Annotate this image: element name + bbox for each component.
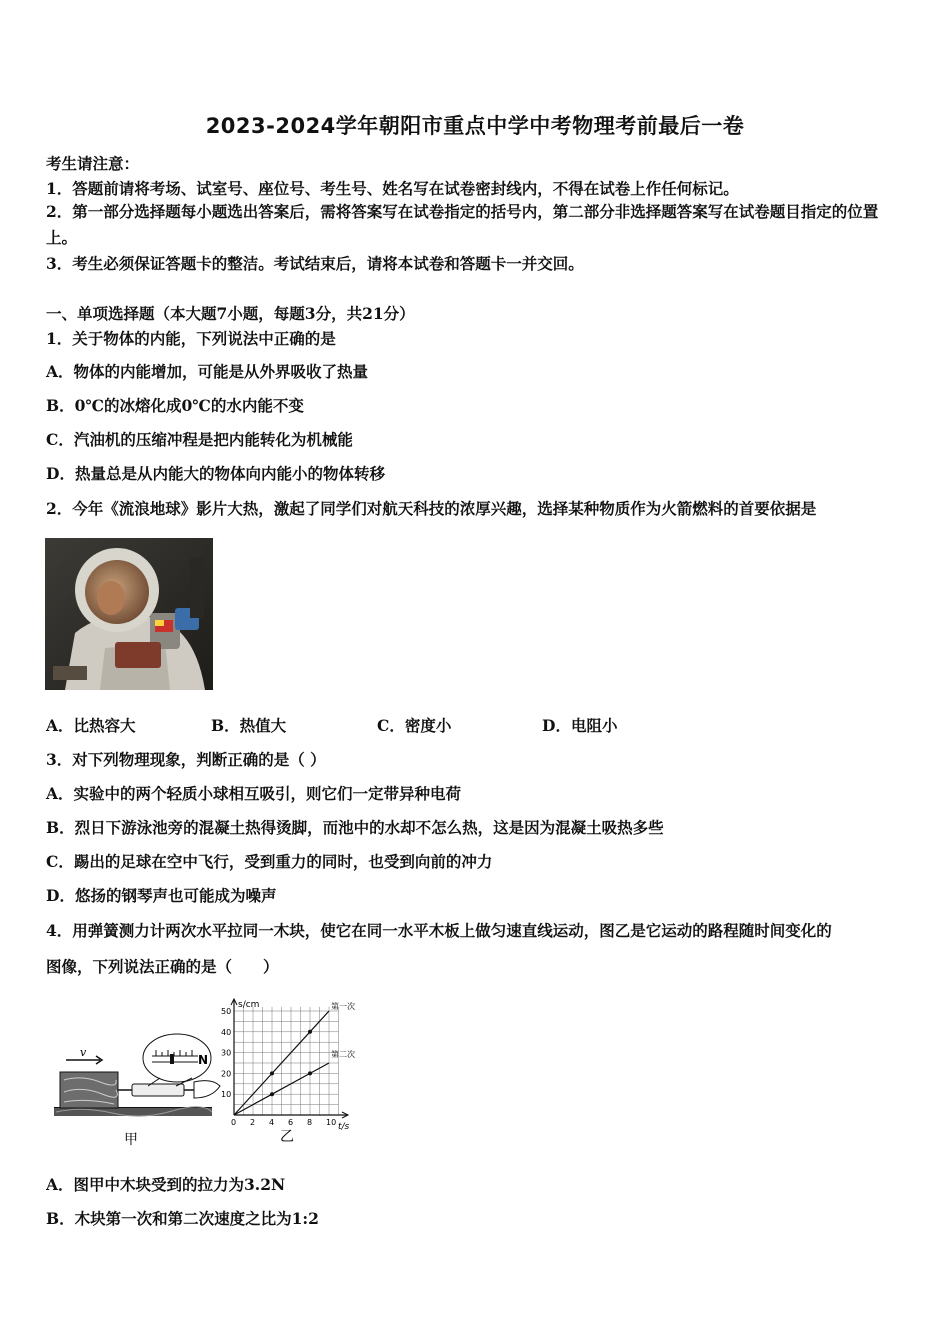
notice-item-1: 1．答题前请将考场、试室号、座位号、考生号、姓名写在试卷密封线内，不得在试卷上作任何标记。 — [46, 179, 739, 198]
q3-option-b: B．烈日下游泳池旁的混凝土热得烫脚，而池中的水却不怎么热，这是因为混凝土吸热多些 — [46, 818, 664, 837]
q4-stem-line1: 4．用弹簧测力计两次水平拉同一木块，使它在同一水平木板上做匀速直线运动，图乙是它运动的路程随时间变化的 — [46, 921, 832, 940]
data-point — [308, 1071, 312, 1075]
notice-item-3: 3．考生必须保证答题卡的整洁。考试结束后，请将本试卷和答题卡一并交回。 — [46, 254, 584, 273]
q3-option-d: D．悠扬的钢琴声也可能成为噪声 — [46, 886, 277, 905]
q4-option-a: A．图甲中木块受到的拉力为3.2N — [46, 1175, 286, 1194]
q1-stem: 1．关于物体的内能，下列说法中正确的是 — [46, 329, 336, 348]
figure-yi-chart — [220, 995, 360, 1145]
x-axis-label: t/s — [338, 1122, 350, 1132]
data-point — [308, 1030, 312, 1034]
q2-option-d: D．电阻小 — [542, 716, 618, 735]
q1-option-a: A．物体的内能增加，可能是从外界吸收了热量 — [46, 362, 369, 381]
q1-option-d: D．热量总是从内能大的物体向内能小的物体转移 — [46, 464, 385, 483]
q2-option-c: C．密度小 — [377, 716, 452, 735]
q1-option-b: B．0℃的冰熔化成0℃的水内能不变 — [46, 396, 304, 415]
data-point — [270, 1092, 274, 1096]
y-tick-label: 10 — [221, 1090, 232, 1100]
fig-b-label: 乙 — [280, 1129, 294, 1145]
y-tick-label: 40 — [221, 1027, 232, 1037]
y-axis-label: s/cm — [238, 1000, 260, 1010]
data-point — [270, 1071, 274, 1075]
q4-option-b: B．木块第一次和第二次速度之比为1:2 — [46, 1209, 319, 1228]
q3-stem: 3．对下列物理现象，判断正确的是（ ） — [46, 750, 326, 769]
fig-a-newton-label: N — [198, 1053, 209, 1067]
notice-item-2: 2．第一部分选择题每小题选出答案后，需将答案写在试卷指定的括号内，第二部分非选择题答案写在试卷题目指定的位置上。 — [46, 202, 879, 247]
series-label-2: 第二次 — [331, 1050, 355, 1059]
x-tick-label: 8 — [307, 1118, 313, 1127]
q2-stem: 2．今年《流浪地球》影片大热，激起了同学们对航天科技的浓厚兴趣，选择某种物质作为火箭燃料的首要依据是 — [46, 499, 817, 518]
figure-jia — [52, 1020, 222, 1150]
astronaut-photo — [45, 538, 213, 690]
notice-heading: 考生请注意： — [46, 154, 140, 173]
x-tick-label: 2 — [250, 1118, 256, 1127]
y-tick-label: 50 — [221, 1007, 232, 1016]
x-tick-label: 6 — [288, 1118, 294, 1127]
series-label-1: 第一次 — [331, 1002, 355, 1011]
fig-a-label: 甲 — [124, 1132, 138, 1148]
q4-stem-line2: 图像，下列说法正确的是（ ） — [46, 957, 279, 976]
q3-option-a: A．实验中的两个轻质小球相互吸引，则它们一定带异种电荷 — [46, 784, 462, 803]
q3-option-c: C．踢出的足球在空中飞行，受到重力的同时，也受到向前的冲力 — [46, 852, 493, 871]
x-tick-label: 10 — [326, 1118, 337, 1127]
page-title: 2023-2024学年朝阳市重点中学中考物理考前最后一卷 — [205, 114, 745, 138]
x-tick-label: 0 — [231, 1118, 237, 1127]
q2-option-b: B．热值大 — [211, 716, 287, 735]
chart-grid — [234, 1007, 339, 1115]
y-tick-label: 20 — [221, 1069, 232, 1079]
q2-option-a: A．比热容大 — [46, 716, 136, 735]
q1-option-c: C．汽油机的压缩冲程是把内能转化为机械能 — [46, 430, 353, 449]
x-tick-label: 4 — [269, 1118, 275, 1127]
section-heading: 一、单项选择题（本大题7小题，每题3分，共21分） — [46, 304, 415, 323]
fig-a-velocity-label: v — [80, 1046, 87, 1059]
y-tick-label: 30 — [221, 1048, 232, 1058]
